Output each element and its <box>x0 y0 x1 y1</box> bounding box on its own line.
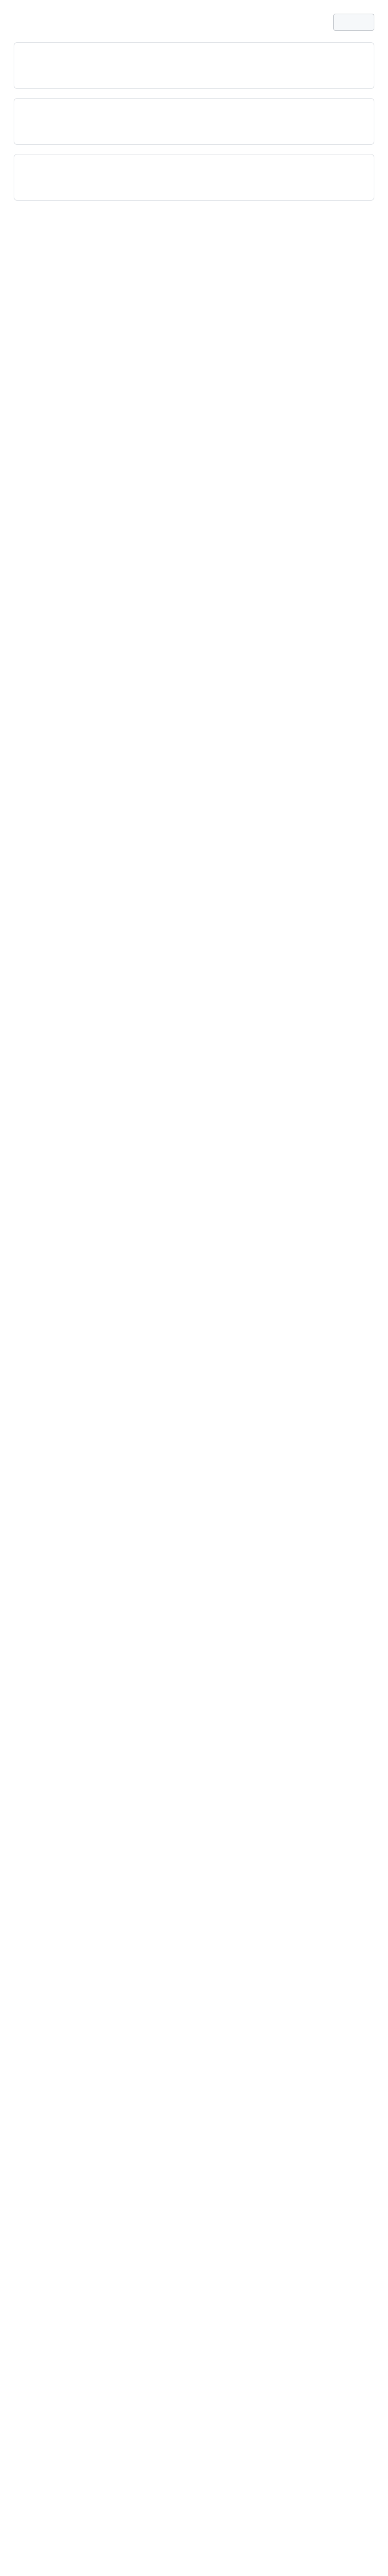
section-body <box>23 68 365 79</box>
content-section <box>14 154 374 201</box>
section-body <box>23 124 365 135</box>
section-heading <box>23 52 365 63</box>
section-heading <box>23 164 365 175</box>
primary-action-button[interactable] <box>333 14 374 31</box>
section-body <box>23 180 365 191</box>
section-heading <box>23 108 365 119</box>
content-section <box>14 42 374 89</box>
page-header <box>14 14 374 31</box>
content-section <box>14 98 374 145</box>
